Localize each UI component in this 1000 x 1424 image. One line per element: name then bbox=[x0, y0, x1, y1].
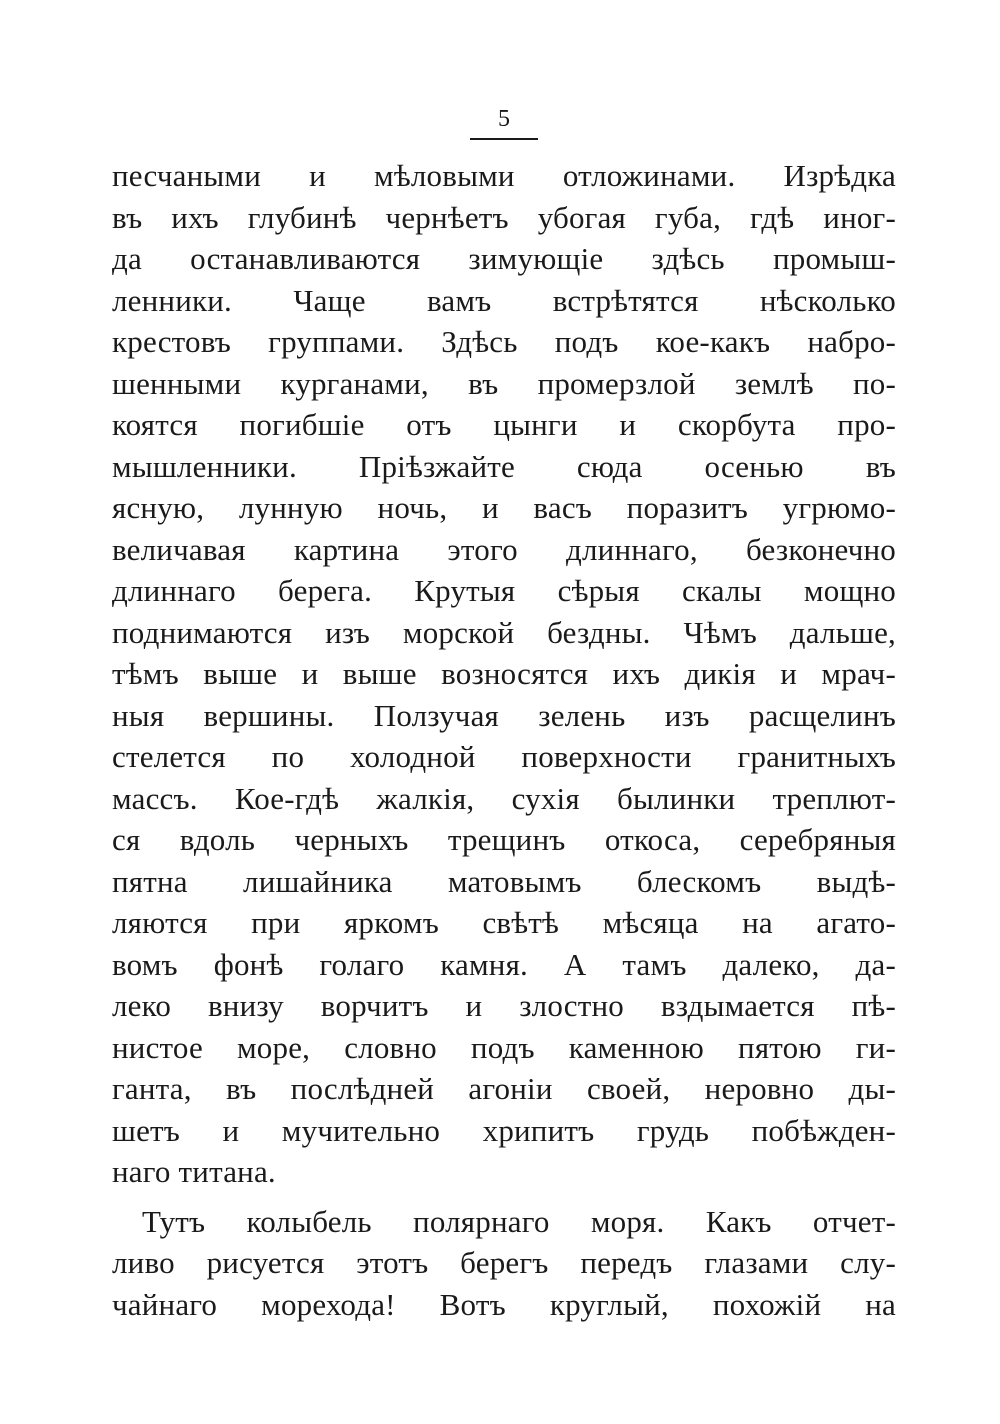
text-line: чайнаго морехода! Вотъ круглый, похожій на bbox=[112, 1286, 896, 1322]
page-number: 5 bbox=[498, 106, 510, 132]
text-line: мышленники. Пріѣзжайте сюда осенью въ bbox=[112, 448, 896, 484]
text-line: величавая картина этого длиннаго, безконечно bbox=[112, 531, 896, 567]
text-line: ся вдоль черныхъ трещинъ откоса, серебряныя bbox=[112, 822, 896, 857]
text-line: массъ. Кое-гдѣ жалкія, сухія былинки треплют- bbox=[112, 780, 896, 816]
text-line: наго титана. bbox=[112, 1154, 276, 1189]
paragraph-gap bbox=[112, 1193, 896, 1201]
paragraph-1 bbox=[112, 155, 896, 1193]
text-line: Тутъ колыбель полярнаго моря. Какъ отчет- bbox=[142, 1203, 896, 1239]
text-line: длиннаго берега. Крутыя сѣрыя скалы мощно bbox=[112, 573, 896, 608]
paragraph-2 bbox=[112, 1201, 896, 1326]
text-line: стелется по холодной поверхности гранитныхъ bbox=[112, 739, 896, 774]
text-line: ныя вершины. Ползучая зелень изъ расщелинъ bbox=[112, 697, 896, 733]
text-line: крестовъ группами. Здѣсь подъ кое-какъ набро- bbox=[112, 324, 896, 359]
page-number-rule bbox=[470, 138, 538, 140]
text-line: леко внизу ворчитъ и злостно вздымается пѣ- bbox=[112, 988, 896, 1023]
text-line: ленники. Чаще вамъ встрѣтятся нѣсколько bbox=[112, 282, 896, 318]
text-line: нистое море, словно подъ каменною пятою ги- bbox=[112, 1029, 896, 1065]
text-line: въ ихъ глубинѣ чернѣетъ убогая губа, гдѣ иног- bbox=[112, 199, 896, 235]
text-line: шенными курганами, въ промерзлой землѣ по- bbox=[112, 365, 896, 401]
text-line: да останавливаются зимующіе здѣсь промыш- bbox=[112, 241, 896, 276]
body-text bbox=[112, 155, 896, 1325]
text-line: ясную, лунную ночь, и васъ поразитъ угрюмо- bbox=[112, 490, 896, 525]
text-line: вомъ фонѣ голаго камня. А тамъ далеко, да- bbox=[112, 946, 896, 982]
text-line: ляются при яркомъ свѣтѣ мѣсяца на агато- bbox=[112, 905, 896, 940]
text-line: шетъ и мучительно хрипитъ грудь побѣжден- bbox=[112, 1112, 896, 1148]
text-line: тѣмъ выше и выше возносятся ихъ дикія и мрач- bbox=[112, 656, 896, 691]
text-line: пятна лишайника матовымъ блескомъ выдѣ- bbox=[112, 863, 896, 899]
text-line: ганта, въ послѣдней агоніи своей, неровно ды- bbox=[112, 1071, 896, 1106]
text-line: ливо рисуется этотъ берегъ передъ глазами слу- bbox=[112, 1245, 896, 1280]
text-line: песчаными и мѣловыми отложинами. Изрѣдка bbox=[112, 158, 896, 193]
text-line: поднимаются изъ морской бездны. Чѣмъ дальше, bbox=[112, 614, 896, 650]
text-line: коятся погибшіе отъ цынги и скорбута про- bbox=[112, 407, 896, 442]
